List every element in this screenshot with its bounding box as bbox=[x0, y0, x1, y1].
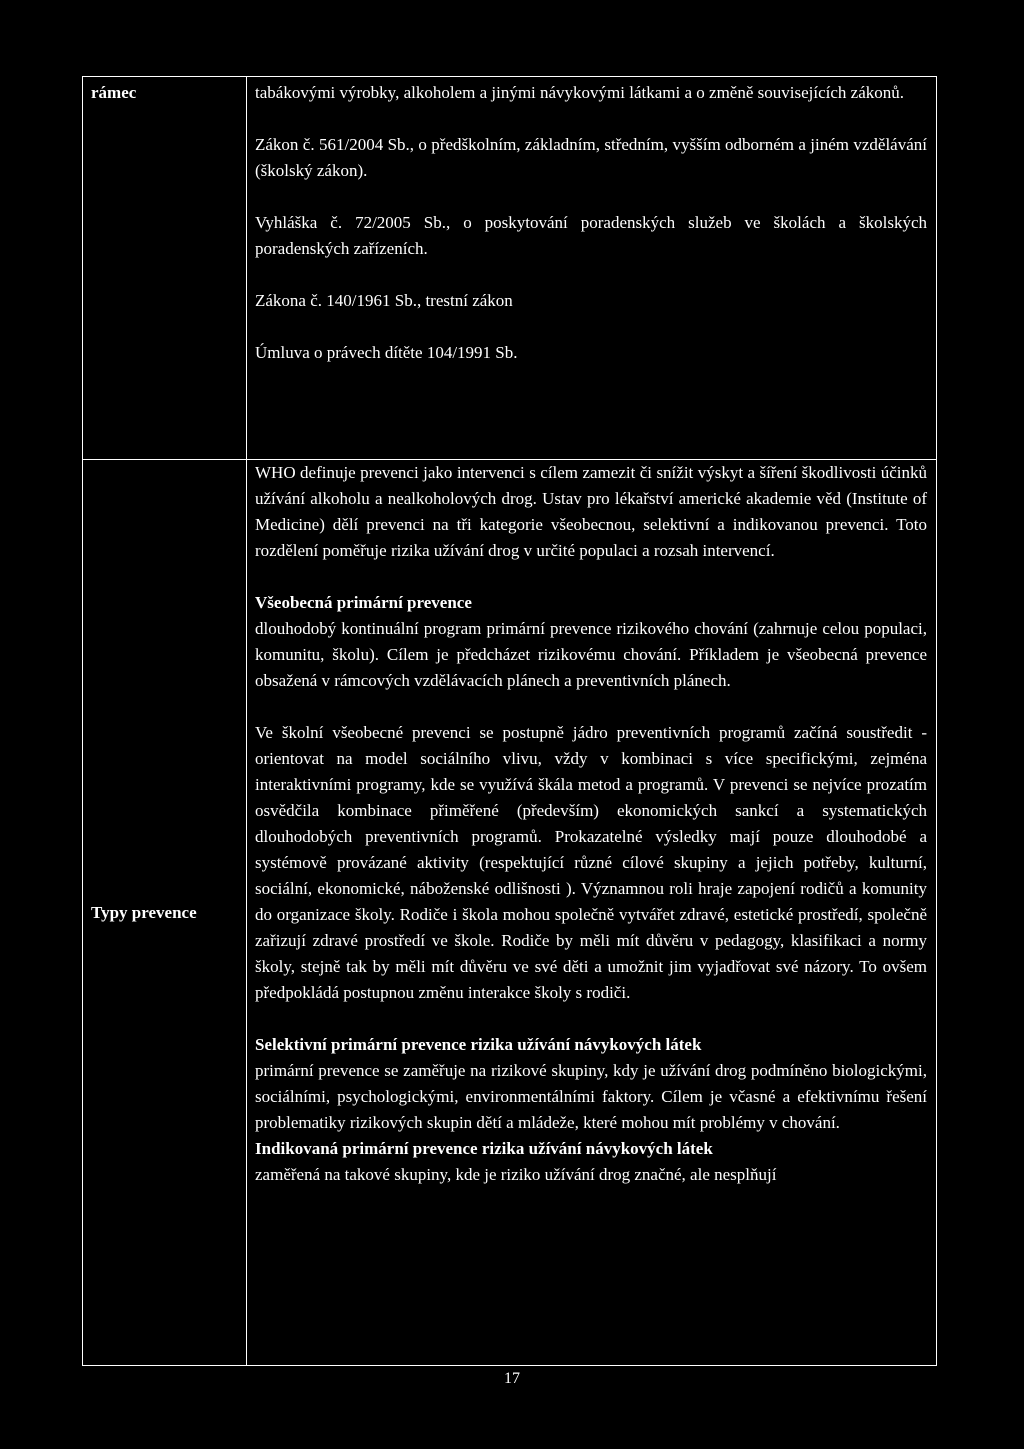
row-label-typy-prevence: Typy prevence bbox=[91, 903, 197, 922]
table-top-border bbox=[82, 76, 937, 77]
indicated-prevention-heading: Indikovaná primární prevence rizika užívání návykových látek bbox=[255, 1139, 713, 1158]
who-intro-paragraph: WHO definuje prevenci jako intervenci s cílem zamezit či snížit výskyt a šíření škodlivosti účinků užívání alkoholu a nealkoholových drog. Ustav pro lékařství americké akademie věd (Institute of Medicine) dělí prevenci na tři kategorie všeobecnou, selektivní a indikovanou prevenci. Toto rozdělení poměřuje rizika užívání drog v určité populaci a rozsah intervencí. bbox=[255, 463, 927, 560]
table-left-border bbox=[82, 76, 83, 1365]
law-paragraph: Vyhláška č. 72/2005 Sb., o poskytování poradenských služeb ve školách a školských poradenských zařízeních. bbox=[255, 213, 927, 258]
table-column-divider bbox=[246, 76, 247, 1365]
law-paragraph: Zákona č. 140/1961 Sb., trestní zákon bbox=[255, 291, 513, 310]
row-label-ramec: rámec bbox=[91, 83, 137, 102]
law-paragraph: tabákovými výrobky, alkoholem a jinými návykovými látkami a o změně souvisejících zákonů. bbox=[255, 83, 904, 102]
selective-prevention-heading: Selektivní primární prevence rizika užívání návykových látek bbox=[255, 1035, 702, 1054]
law-paragraph: Zákon č. 561/2004 Sb., o předškolním, základním, středním, vyšším odborném a jiném vzdělávání (školský zákon). bbox=[255, 135, 927, 180]
law-paragraph: Úmluva o právech dítěte 104/1991 Sb. bbox=[255, 343, 518, 362]
table-bottom-border bbox=[82, 1365, 937, 1366]
selective-prevention-text: primární prevence se zaměřuje na rizikové skupiny, kdy je užívání drog podmíněno biologickými, sociálními, psychologickými, environmentálními faktory. Cílem je včasné a efektivnímu řešení problematiky rizikových skupin dětí a mládeže, které mohou mít problémy v chování. bbox=[255, 1061, 927, 1132]
legal-framework-cell bbox=[255, 80, 927, 366]
general-prevention-heading: Všeobecná primární prevence bbox=[255, 593, 472, 612]
school-prevention-paragraph: Ve školní všeobecné prevenci se postupně jádro preventivních programů začíná soustředit - orientovat na model sociálního vlivu, vždy v kombinaci s více specifickými, zejména interaktivními programy, kde se využívá škála metod a programů. V prevenci se nejvíce prozatím osvědčila kombinace přiměřené (především) ekonomických sankcí a systematických dlouhodobých preventivních programů. Prokazatelné výsledky mají pouze dlouhodobé a systémově provázané aktivity (respektující různé cílové skupiny a jejich potřeby, kulturní, sociální, ekonomické, náboženské odlišnosti ). Významnou roli hraje zapojení rodičů a komunity do organizace školy. Rodiče i škola mohou společně vytvářet zdravé, estetické prostředí, společně zařizují zdravé prostředí ve škole. Rodiče by měli mít důvěru v pedagogy, klasifikaci a normy školy, stejně tak by měli mít důvěru ve své děti a umožnit jim vyjadřovat své názory. To ovšem předpokládá postupnou změnu interakce školy s rodiči. bbox=[255, 723, 927, 1002]
general-prevention-text: dlouhodobý kontinuální program primární prevence rizikového chování (zahrnuje celou populaci, komunitu, školu). Cílem je předcházet rizikovému chování. Příkladem je všeobecná prevence obsažená v rámcových vzdělávacích plánech a preventivních plánech. bbox=[255, 619, 927, 690]
page-number: 17 bbox=[504, 1370, 520, 1387]
table-right-border bbox=[936, 76, 937, 1365]
prevention-types-cell bbox=[255, 460, 927, 1188]
indicated-prevention-text: zaměřená na takové skupiny, kde je riziko užívání drog značné, ale nesplňují bbox=[255, 1165, 777, 1184]
